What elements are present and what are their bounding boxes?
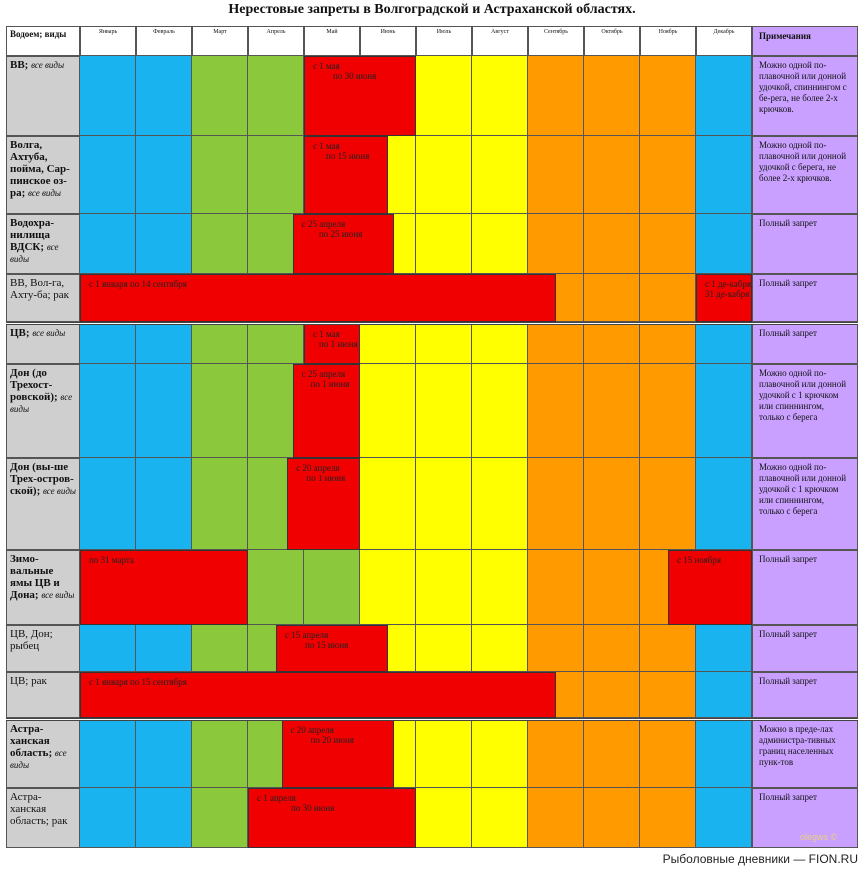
month-cell (472, 625, 528, 672)
header-month-7: Июль (416, 26, 472, 56)
header-month-5: Май (304, 26, 360, 56)
ban-period (287, 458, 360, 550)
ban-end-label: по 30 июня (333, 71, 377, 81)
footer-source: Рыболовные дневники — FION.RU (662, 852, 858, 866)
month-cell (304, 550, 360, 625)
ban-period (696, 274, 752, 322)
month-cell (584, 458, 640, 550)
month-cell (136, 56, 192, 136)
ban-start-label: по 31 марта (89, 555, 134, 565)
month-cell (696, 364, 752, 458)
row-label-water-body: Дон (вы-ше Трех-остров-ской); (10, 461, 74, 497)
row-label (6, 458, 80, 550)
row-label (6, 214, 80, 274)
month-cell (416, 550, 472, 625)
section-separator (6, 322, 858, 325)
month-cell (416, 720, 472, 788)
month-cell (416, 625, 472, 672)
row-label-species: ВВ, Вол-га, Ахту-ба; рак (10, 277, 70, 301)
month-cell (192, 56, 248, 136)
ban-end-label: по 1 июня (319, 339, 358, 349)
month-cell (640, 458, 696, 550)
row-label-water-body: Водохра-нилища ВДСК; (10, 217, 55, 253)
month-cell (696, 56, 752, 136)
ban-period (293, 214, 394, 274)
ban-end-label: по 20 июня (310, 735, 354, 745)
ban-start-label: с 25 апреля (301, 369, 346, 379)
section-separator (6, 718, 858, 721)
row-label (6, 274, 80, 322)
month-cell (640, 214, 696, 274)
row-note: Полный запрет (752, 214, 858, 274)
month-cell (584, 720, 640, 788)
ban-end-label: по 25 июня (318, 229, 363, 239)
month-cell (80, 324, 136, 364)
ban-period (304, 56, 416, 136)
row-label-species: все виды (43, 486, 76, 496)
ban-period (668, 550, 752, 625)
header-month-11: Ноябрь (640, 26, 696, 56)
header-month-10: Октябрь (584, 26, 640, 56)
month-cell (80, 625, 136, 672)
row-note: Можно одной по-плавочной или донной удочкой, спиннингом с бе-рега, не более 2-х крючков. (752, 56, 858, 136)
row-label-species: Астра-ханская область; рак (10, 791, 68, 827)
month-cell (528, 56, 584, 136)
row-label-water-body: Дон (до Трехост-ровской); (10, 367, 61, 403)
row-label (6, 788, 80, 848)
row-label-water-body: ВВ; (10, 59, 32, 71)
ban-start-label: с 15 апреля (285, 630, 329, 640)
month-cell (696, 720, 752, 788)
ban-end-label: по 1 июня (310, 379, 350, 389)
month-cell (696, 672, 752, 718)
ban-start-label: с 20 апреля (296, 463, 340, 473)
month-cell (192, 214, 248, 274)
ban-start-label: с 1 мая (313, 141, 340, 151)
month-cell (640, 324, 696, 364)
month-cell (416, 364, 472, 458)
month-cell (416, 136, 472, 214)
month-cell (192, 788, 248, 848)
month-cell (640, 364, 696, 458)
ban-start-label: с 1 мая (313, 61, 340, 71)
ban-period (276, 625, 388, 672)
month-cell (696, 625, 752, 672)
row-label (6, 364, 80, 458)
month-cell (416, 214, 472, 274)
month-cell (696, 136, 752, 214)
month-cell (136, 364, 192, 458)
header-month-6: Июнь (360, 26, 416, 56)
row-label-water-body: ЦВ; (10, 327, 33, 339)
row-label (6, 550, 80, 625)
month-cell (584, 625, 640, 672)
row-label-water-body: Астра-ханская область; (10, 723, 55, 759)
header-month-4: Апрель (248, 26, 304, 56)
month-cell (360, 550, 416, 625)
row-label-species: все виды (32, 328, 66, 338)
ban-period (248, 788, 416, 848)
month-cell (416, 788, 472, 848)
ban-end-label: по 1 июня (306, 473, 346, 483)
ban-end-label: по 30 июня (291, 803, 335, 813)
month-cell (472, 364, 528, 458)
month-cell (248, 56, 304, 136)
month-cell (80, 788, 136, 848)
month-cell (528, 550, 584, 625)
month-cell (472, 788, 528, 848)
ban-start-label: с 25 апреля (301, 219, 346, 229)
row-label-water-body: Зимо-вальные ямы ЦВ и Дона; (10, 553, 60, 601)
month-cell (136, 214, 192, 274)
month-cell (528, 364, 584, 458)
ban-start-label: с 20 апреля (290, 725, 334, 735)
month-cell (696, 214, 752, 274)
month-cell (248, 136, 304, 214)
month-cell (696, 788, 752, 848)
row-label (6, 56, 80, 136)
ban-start-label: с 1 мая (313, 329, 340, 339)
month-cell (472, 56, 528, 136)
month-cell (248, 550, 304, 625)
row-label (6, 324, 80, 364)
month-cell (416, 324, 472, 364)
header-month-8: Август (472, 26, 528, 56)
row-label-water-body: Волга, Ахтуба, пойма, Сар-пинское оз-ра; (10, 139, 70, 199)
row-label-species: все виды (10, 748, 67, 770)
month-cell (80, 364, 136, 458)
ban-period (304, 324, 360, 364)
month-cell (248, 324, 304, 364)
month-cell (640, 56, 696, 136)
month-cell (472, 720, 528, 788)
month-cell (416, 458, 472, 550)
row-label-species: ЦВ; рак (10, 675, 47, 687)
header-month-3: Март (192, 26, 248, 56)
month-cell (528, 625, 584, 672)
month-cell (192, 364, 248, 458)
month-cell (192, 458, 248, 550)
row-label (6, 625, 80, 672)
header-month-1: Январь (80, 26, 136, 56)
row-label-species: все виды (28, 188, 61, 198)
row-label-species: все виды (41, 590, 75, 600)
row-note: Можно одной по-плавочной или донной удочкой с 1 крючком или спиннингом, только с берега (752, 364, 858, 458)
month-cell (472, 324, 528, 364)
month-cell (584, 274, 640, 322)
row-label-species: все виды (31, 60, 65, 70)
header-month-12: Декабрь (696, 26, 752, 56)
month-cell (696, 458, 752, 550)
month-cell (136, 458, 192, 550)
row-note: Полный запрет (752, 274, 858, 322)
row-note: Можно одной по-плавочной или донной удочкой с 1 крючком или спиннингом, только с берега (752, 458, 858, 550)
month-cell (640, 274, 696, 322)
month-cell (640, 625, 696, 672)
month-cell (192, 324, 248, 364)
month-cell (472, 136, 528, 214)
ban-start-label: с 1 января по 14 сентября (89, 279, 187, 289)
month-cell (584, 324, 640, 364)
ban-period (293, 364, 360, 458)
month-cell (640, 672, 696, 718)
page-title: Нерестовые запреты в Волгоградской и Астраханской областях. (228, 2, 636, 17)
row-note: Можно одной по-плавочной или донной удочкой с берега, не более 2-х крючков. (752, 136, 858, 214)
month-cell (528, 458, 584, 550)
watermark: olegws © (800, 832, 838, 842)
month-cell (584, 56, 640, 136)
month-cell (136, 788, 192, 848)
row-note: Полный запрет (752, 672, 858, 718)
header-notes: Примечания (752, 26, 858, 56)
month-cell (640, 788, 696, 848)
row-note: Полный запрет (752, 788, 858, 848)
row-note: Полный запрет (752, 324, 858, 364)
month-cell (192, 136, 248, 214)
row-label (6, 720, 80, 788)
ban-end-label: по 15 июня (326, 151, 370, 161)
month-cell (136, 324, 192, 364)
month-cell (584, 672, 640, 718)
row-label (6, 672, 80, 718)
header-month-9: Сентябрь (528, 26, 584, 56)
row-note: Полный запрет (752, 625, 858, 672)
month-cell (528, 214, 584, 274)
month-cell (80, 56, 136, 136)
ban-end-label: по 15 июня (305, 640, 349, 650)
ban-period (80, 274, 556, 322)
ban-start-label: с 1 де-кабря 31 де-кабря (705, 279, 752, 299)
month-cell (640, 136, 696, 214)
header-month-2: Февраль (136, 26, 192, 56)
month-cell (136, 625, 192, 672)
month-cell (136, 720, 192, 788)
month-cell (80, 720, 136, 788)
month-cell (136, 136, 192, 214)
month-cell (584, 550, 640, 625)
row-label-species: ЦВ, Дон; рыбец (10, 628, 53, 652)
row-note: Полный запрет (752, 550, 858, 625)
month-cell (640, 720, 696, 788)
month-cell (360, 458, 416, 550)
ban-period (80, 672, 556, 718)
row-label-species: все виды (10, 392, 73, 414)
month-cell (416, 56, 472, 136)
month-cell (472, 214, 528, 274)
ban-period (304, 136, 388, 214)
ban-start-label: с 15 ноября (677, 555, 721, 565)
month-cell (528, 788, 584, 848)
month-cell (472, 458, 528, 550)
month-cell (584, 214, 640, 274)
row-label (6, 136, 80, 214)
month-cell (360, 324, 416, 364)
month-cell (192, 625, 248, 672)
month-cell (472, 550, 528, 625)
month-cell (528, 136, 584, 214)
month-cell (192, 720, 248, 788)
row-note: Можно в преде-лах администра-тивных границ населенных пунк-тов (752, 720, 858, 788)
ban-period (80, 550, 248, 625)
header-first-cell: Водоем; виды (6, 26, 80, 56)
month-cell (584, 364, 640, 458)
row-label-species: все виды (10, 242, 59, 264)
month-cell (80, 458, 136, 550)
month-cell (80, 214, 136, 274)
month-cell (584, 136, 640, 214)
month-cell (80, 136, 136, 214)
month-cell (360, 364, 416, 458)
ban-period (282, 720, 394, 788)
month-cell (528, 324, 584, 364)
ban-start-label: с 1 января по 15 сентября (89, 677, 187, 687)
month-cell (528, 720, 584, 788)
ban-start-label: с 1 апреля (257, 793, 296, 803)
month-cell (696, 324, 752, 364)
month-cell (584, 788, 640, 848)
